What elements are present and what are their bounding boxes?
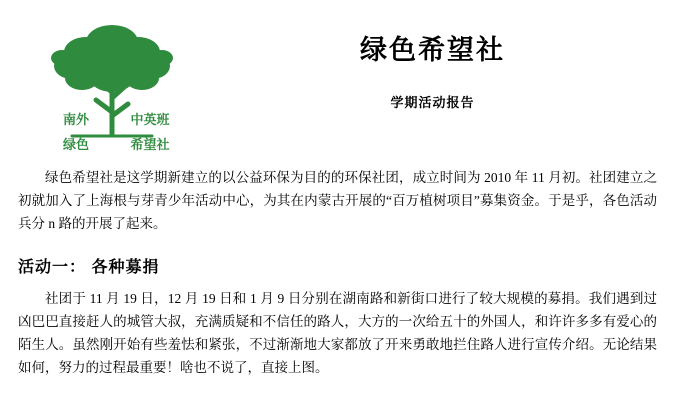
logo-label-top-left: 南外 xyxy=(62,112,90,127)
section-paragraph-activity-one: 社团于 11 月 19 日，12 月 19 日和 1 月 9 日分别在湖南路和新街口进行了较大规模的募捐。我们遇到过凶巴巴直接赶人的城管大叔，充满质疑和不信任的路人，大方的一次给五十的外国人，和许许多多有爱心的陌生人。虽然刚开始有些羞怯和紧张，不过渐渐地大家都放了开来勇敢地拦住路人进行宣传介绍。无论结果如何，努力的过程最重要！啥也不说了，直接上图。 xyxy=(18,290,657,376)
logo-label-bottom-left: 绿色 xyxy=(62,137,90,152)
logo-label-bottom-right: 希望社 xyxy=(130,137,170,152)
title-block xyxy=(208,34,657,111)
document-body xyxy=(18,166,657,380)
intro-paragraph: 绿色希望社是这学期新建立的以公益环保为目的的环保社团，成立时间为 2010 年 11 月初。社团建立之初就加入了上海根与芽青少年活动中心，为其在内蒙古开展的“百万植树项目”募集资金。于是乎，各色活动兵分 n 路的开展了起来。 xyxy=(18,170,657,232)
section-heading-activity-one: 活动一： 各种募捐 xyxy=(18,258,160,276)
page-title: 绿色希望社 xyxy=(360,35,505,65)
organization-logo xyxy=(32,8,192,158)
logo-label-top-right: 中英班 xyxy=(130,112,170,127)
document-header xyxy=(18,0,657,160)
page-subtitle: 学期活动报告 xyxy=(390,95,475,111)
